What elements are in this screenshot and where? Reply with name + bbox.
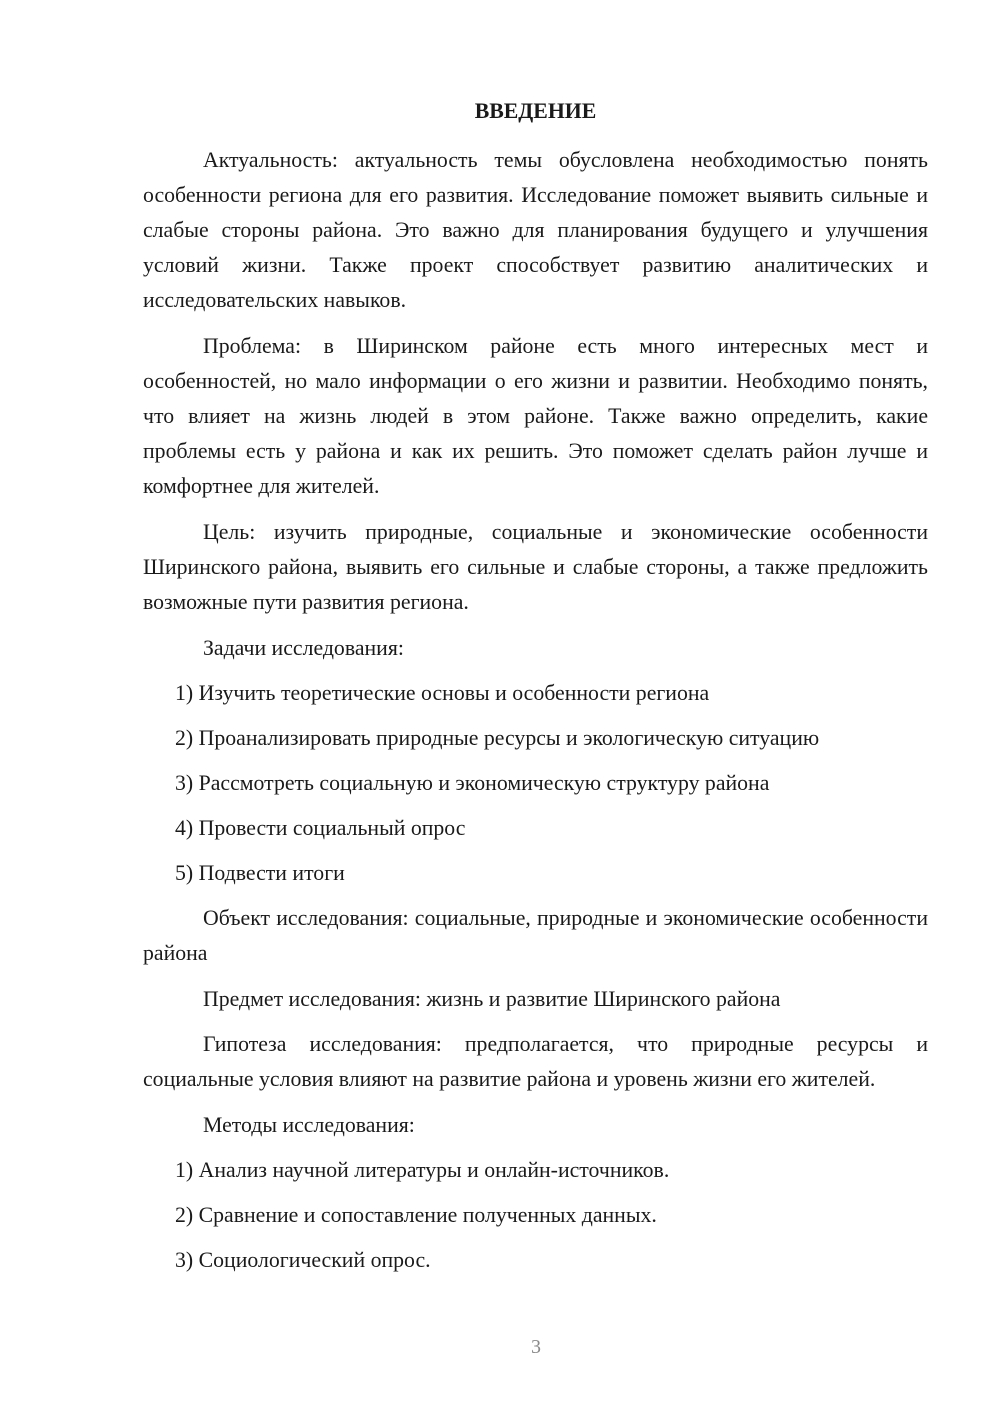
- list-item: 2) Проанализировать природные ресурсы и экологическую ситуацию: [175, 726, 820, 750]
- list-item: 1) Изучить теоретические основы и особенности региона: [175, 681, 710, 705]
- list-item: 2) Сравнение и сопоставление полученных данных.: [175, 1203, 657, 1227]
- methods-heading: Методы исследования:: [203, 1113, 415, 1137]
- list-item: 1) Анализ научной литературы и онлайн-источников.: [175, 1158, 670, 1182]
- section-title: ВВЕДЕНИЕ: [474, 99, 597, 123]
- page-content: [143, 94, 928, 1288]
- list-item: 5) Подвести итоги: [175, 861, 345, 885]
- page-number: 3: [531, 1336, 541, 1358]
- object-paragraph: Объект исследования: социальные, природные и экономические особенности района: [143, 906, 928, 965]
- subject-paragraph: Предмет исследования: жизнь и развитие Ширинского района: [203, 987, 781, 1011]
- tasks-heading: Задачи исследования:: [203, 636, 404, 660]
- methods-list: [143, 1153, 928, 1278]
- problem-paragraph: Проблема: в Ширинском районе есть много интересных мест и особенностей, но мало информации о его жизни и развитии. Необходимо понять, что влияет на жизнь людей в этом районе. Также важно определить, какие проблемы есть у района и как их решить. Это поможет сделать район лучше и комфортнее для жителей.: [143, 334, 928, 498]
- list-item: 3) Рассмотреть социальную и экономическую структуру района: [175, 771, 770, 795]
- hypothesis-paragraph: Гипотеза исследования: предполагается, что природные ресурсы и социальные условия влияют на развитие района и уровень жизни его жителей.: [143, 1032, 928, 1091]
- goal-paragraph: Цель: изучить природные, социальные и экономические особенности Ширинского района, выявить его сильные и слабые стороны, а также предложить возможные пути развития региона.: [143, 520, 928, 614]
- list-item: 4) Провести социальный опрос: [175, 816, 466, 840]
- relevance-paragraph: Актуальность: актуальность темы обусловлена необходимостью понять особенности региона для его развития. Исследование поможет выявить сильные и слабые стороны района. Это важно для планирования будущего и улучшения условий жизни. Также проект способствует развитию аналитических и исследовательских навыков.: [143, 148, 928, 312]
- list-item: 3) Социологический опрос.: [175, 1248, 431, 1272]
- tasks-list: [143, 676, 928, 891]
